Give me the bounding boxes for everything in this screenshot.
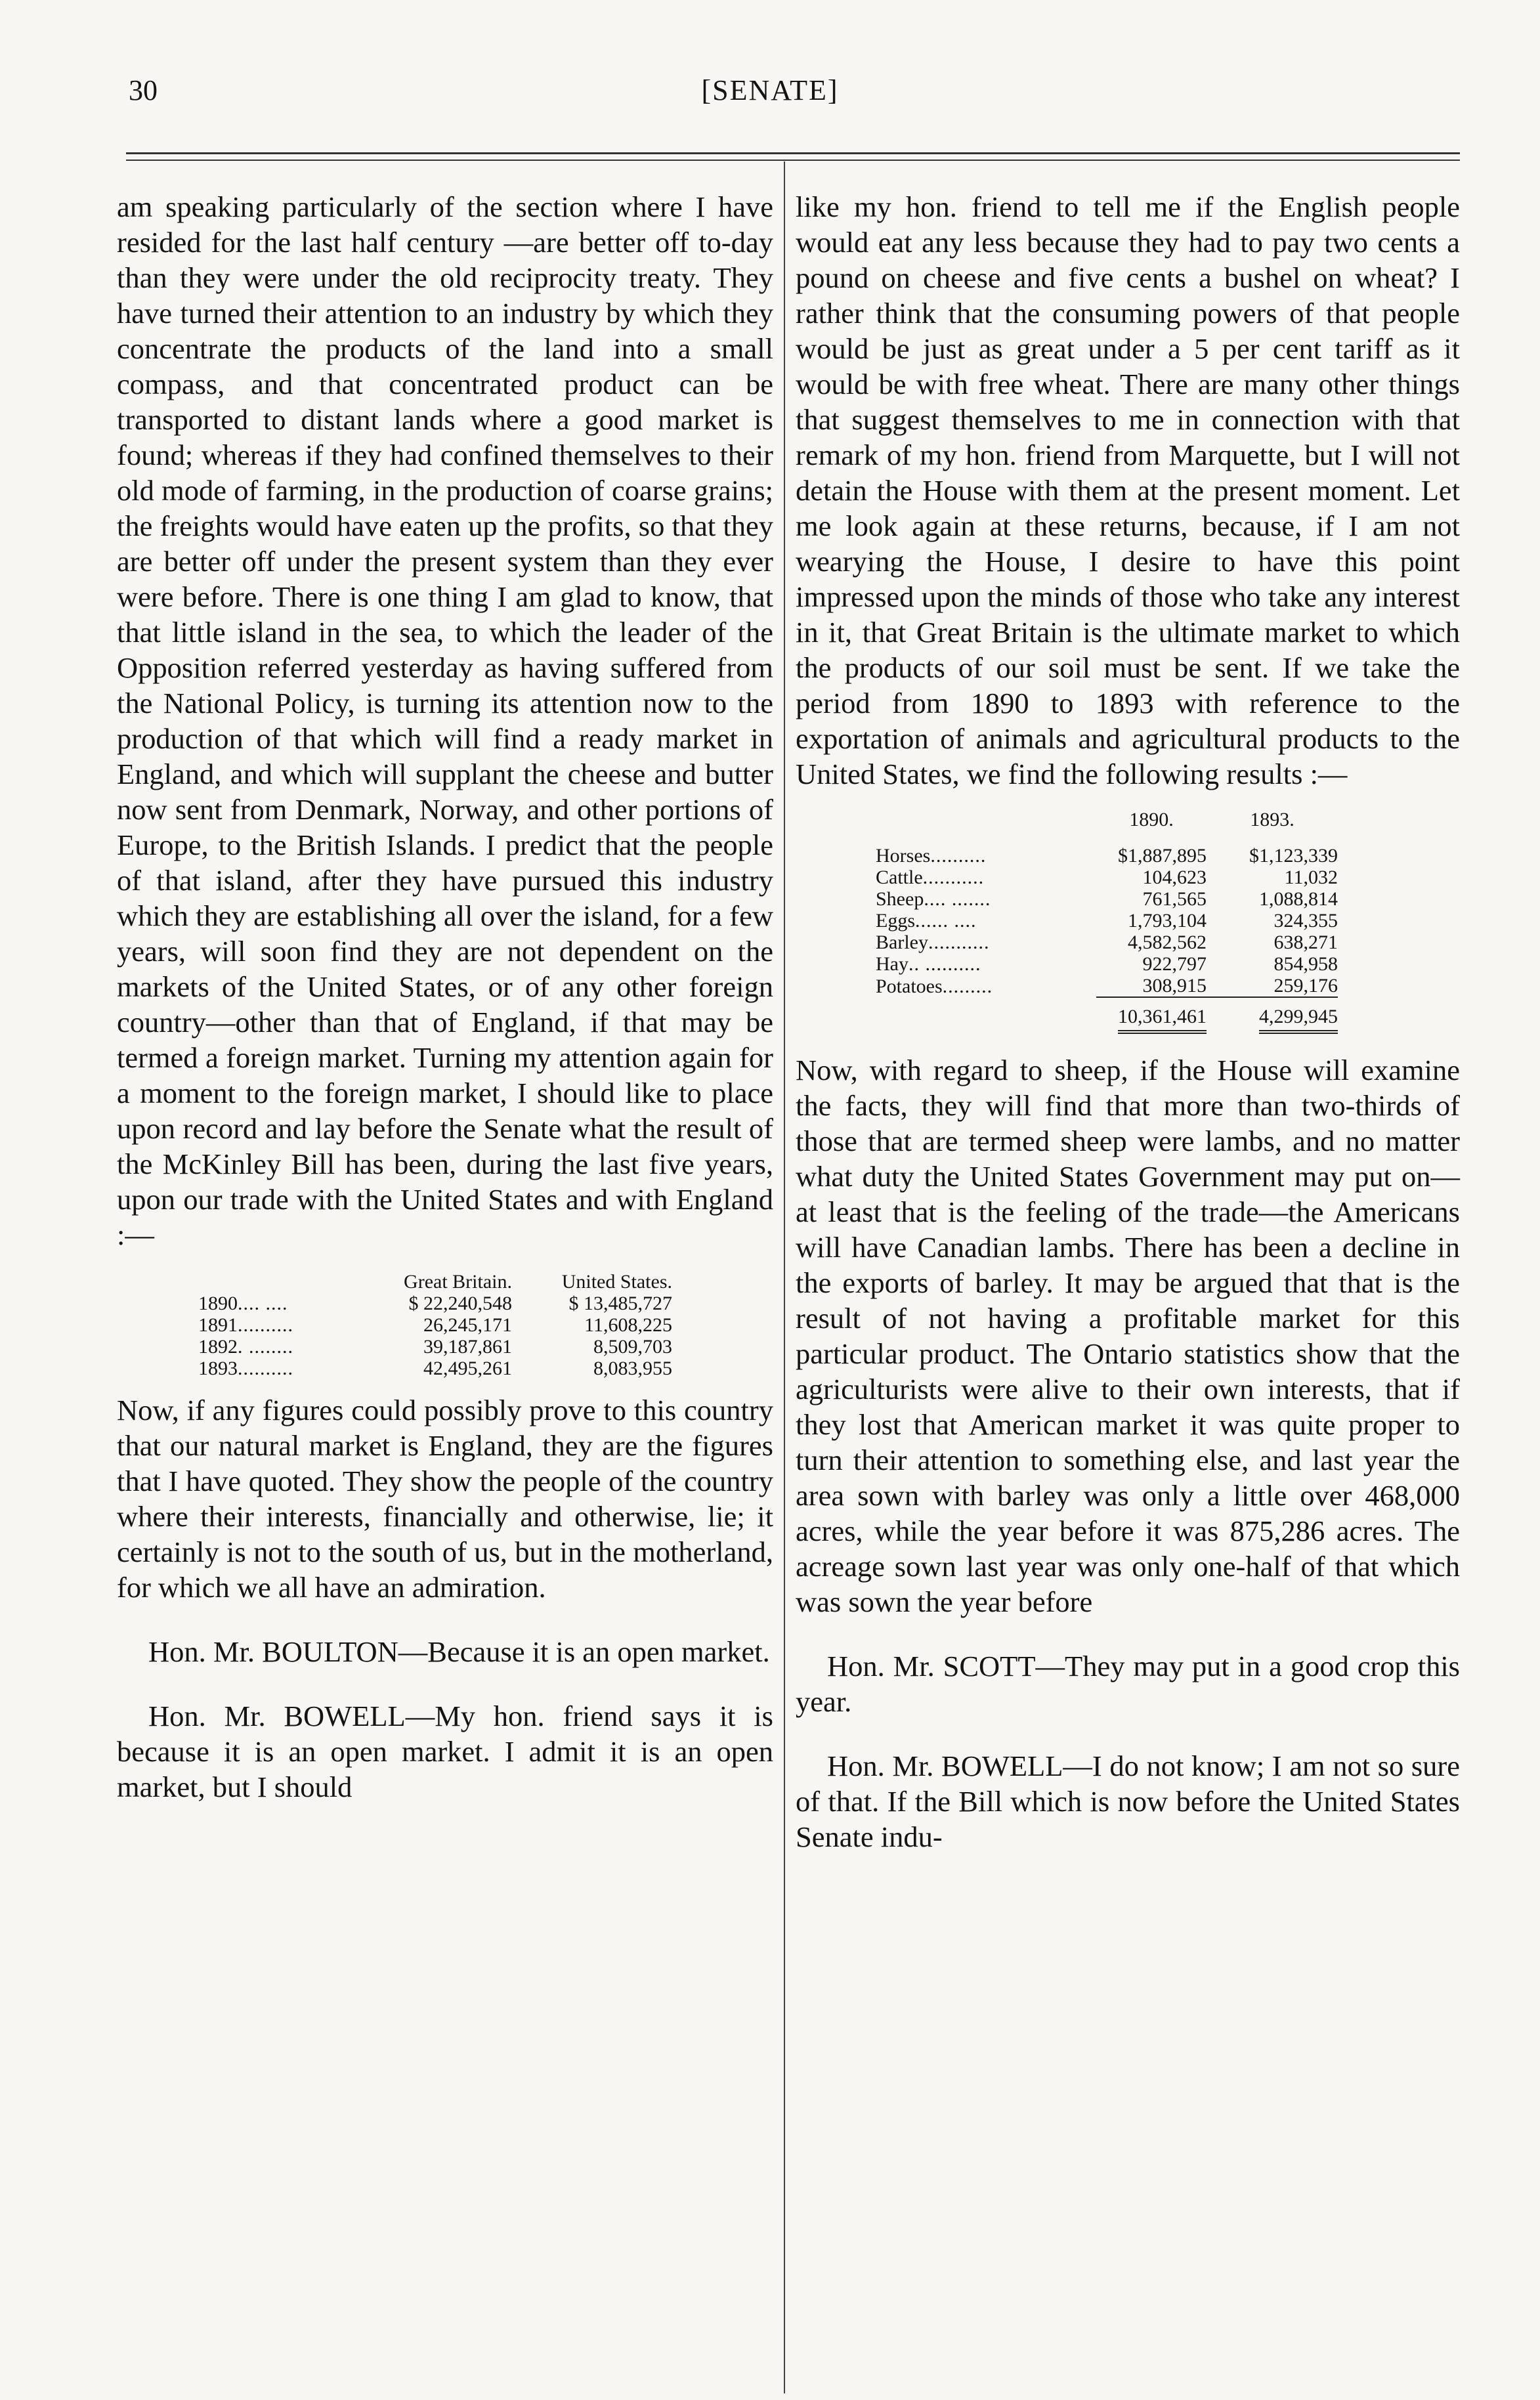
header-rule-bottom xyxy=(126,160,1460,161)
export-total-row xyxy=(876,997,1338,1034)
export-total-1890: 10,361,461 xyxy=(1118,1006,1207,1034)
export-1893-value: $1,123,339 xyxy=(1249,845,1338,867)
export-1890-value: $1,887,895 xyxy=(1118,845,1207,867)
dot-leader: .... ....... xyxy=(924,888,991,910)
trade-year: 1890 xyxy=(198,1293,238,1314)
left-paragraph-4: Hon. Mr. BOWELL—My hon. friend says it is because it is an open market. I admit it is an open market, but I should xyxy=(117,1700,773,1803)
trade-us-value: $ 13,485,727 xyxy=(568,1293,672,1314)
export-row xyxy=(876,845,1338,867)
dot-leader: .. .......... xyxy=(908,953,981,975)
page-header xyxy=(0,74,1540,119)
dot-leader: ........... xyxy=(922,867,985,888)
export-1893-value: 11,032 xyxy=(1284,867,1338,888)
export-item: Potatoes xyxy=(876,975,943,997)
export-table xyxy=(876,809,1338,1034)
trade-year: 1892 xyxy=(198,1336,238,1358)
trade-gb-value: 26,245,171 xyxy=(423,1314,512,1336)
left-paragraph-3: Hon. Mr. BOULTON—Because it is an open market. xyxy=(148,1635,770,1668)
left-paragraph-2: Now, if any figures could possibly prove to this country that our natural market is England, they are the figures that I have quoted. They show the people of the country where their interests, financially and otherwise, lie; it certainly is not to the south of us, but in the motherland, for which we all have an admiration. xyxy=(117,1394,773,1604)
dot-leader: .......... xyxy=(238,1314,293,1336)
trade-gb-value: 42,495,261 xyxy=(423,1358,512,1379)
export-table-header xyxy=(876,809,1338,845)
trade-us-value: 11,608,225 xyxy=(584,1314,672,1336)
export-1893-value: 638,271 xyxy=(1273,932,1338,953)
right-paragraph-1: like my hon. friend to tell me if the English people would eat any less because they had to pay two cents a pound on cheese and five cents a bushel on wheat? I rather think that the consuming powers of that people would be just as great under a 5 per cent tariff as it would be with free wheat. There are many other things that suggest themselves to me in connection with that remark of my hon. friend from Marquette, but I will not detain the House with them at the present moment. Let me look again at these returns, because, if I am not wearying the House, I desire to have this point impressed upon the minds of those who take any interest in it, that Great Britain is the ultimate market to which the products of our soil must be sent. If we take the period from 1890 to 1893 with reference to the exportation of animals and agricultural products to the United States, we find the following results :— xyxy=(796,190,1460,790)
export-row xyxy=(876,932,1338,953)
dot-leader: ...... .... xyxy=(915,910,977,932)
trade-row xyxy=(198,1358,672,1379)
dot-leader: .......... xyxy=(238,1358,293,1379)
export-item: Cattle xyxy=(876,867,923,888)
dot-leader: ......... xyxy=(942,975,993,997)
trade-col-great-britain: Great Britain. xyxy=(404,1271,512,1293)
trade-us-value: 8,509,703 xyxy=(593,1336,672,1358)
trade-row xyxy=(198,1314,672,1336)
export-row xyxy=(876,867,1338,888)
trade-row xyxy=(198,1293,672,1314)
export-1890-value: 761,565 xyxy=(1142,888,1207,910)
right-paragraph-3: Hon. Mr. SCOTT—They may put in a good crop this year. xyxy=(796,1650,1460,1718)
trade-gb-value: $ 22,240,548 xyxy=(408,1293,512,1314)
export-1890-value: 308,915 xyxy=(1142,975,1207,996)
dot-leader: ........... xyxy=(928,932,990,953)
export-item: Barley xyxy=(876,932,928,953)
trade-year: 1893 xyxy=(198,1358,238,1379)
export-1893-value: 324,355 xyxy=(1273,910,1338,932)
export-item: Hay xyxy=(876,953,909,975)
export-1890-value: 922,797 xyxy=(1142,953,1207,975)
column-divider xyxy=(784,161,785,2393)
trade-row xyxy=(198,1336,672,1358)
trade-col-united-states: United States. xyxy=(561,1271,672,1293)
export-row xyxy=(876,910,1338,932)
trade-table-header xyxy=(198,1271,672,1293)
export-1893-value: 854,958 xyxy=(1273,953,1338,975)
page-number: 30 xyxy=(129,74,158,106)
export-1893-value: 1,088,814 xyxy=(1259,888,1338,910)
export-1890-value: 4,582,562 xyxy=(1128,932,1207,953)
left-column xyxy=(117,189,773,1805)
left-paragraph-1: am speaking particularly of the section where I have resided for the last half century —are better off to-day than they were under the old reciprocity treaty. They have turned their attention to an industry by which they concentrate the products of the land into a small compass, and that concentrated product can be transported to distant lands where a good market is found; whereas if they had confined themselves to their old mode of farming, in the production of coarse grains; the freights would have eaten up the profits, so that they are better off under the present system than they ever were before. There is one thing I am glad to know, that that little island in the sea, to which the leader of the Opposition referred yesterday as having suffered from the National Policy, is turning its attention now to the production of that which will find a ready market in England, and which will supplant the cheese and butter now sent from Denmark, Norway, and other portions of Europe, to the British Islands. I predict that the people of that island, after they have pursued this industry which they are establishing all over the island, for a few years, will soon find they are not dependent on the markets of the United States, or of any other foreign country—other than that of England, if that may be termed a foreign market. Turning my attention again for a moment to the foreign market, I should like to place upon record and lay before the Senate what the result of the McKinley Bill has been, during the last five years, upon our trade with the United States and with England :— xyxy=(117,190,773,1251)
trade-gb-value: 39,187,861 xyxy=(423,1336,512,1358)
running-head: [SENATE] xyxy=(701,74,839,106)
dot-leader: .......... xyxy=(930,845,987,867)
export-item: Horses xyxy=(876,845,931,867)
export-item: Eggs xyxy=(876,910,915,932)
export-1893-value: 259,176 xyxy=(1273,975,1338,996)
export-1890-value: 1,793,104 xyxy=(1128,910,1207,932)
export-row xyxy=(876,975,1338,997)
export-total-1893: 4,299,945 xyxy=(1259,1006,1338,1034)
export-row xyxy=(876,953,1338,975)
export-1890-value: 104,623 xyxy=(1142,867,1207,888)
header-rule-top xyxy=(126,152,1460,154)
dot-leader: . ........ xyxy=(238,1336,293,1358)
trade-us-value: 8,083,955 xyxy=(593,1358,672,1379)
export-col-1890: 1890. xyxy=(1129,809,1174,830)
right-column xyxy=(796,189,1460,1854)
right-paragraph-2: Now, with regard to sheep, if the House will examine the facts, they will find that more than two-thirds of those that are termed sheep were lambs, and no matter what duty the United States Government may put on—at least that is the feeling of the trade—the Americans will have Canadian lambs. There has been a decline in the exports of barley. It may be argued that that is the result of not having a profitable market for this particular product. The Ontario statistics show that the agriculturists were alive to their own interests, that if they lost that American market it was quite proper to turn their attention to something else, and last year the area sown with barley was only a little over 468,000 acres, while the year before it was 875,286 acres. The acreage sown last year was only one-half of that which was sown the year before xyxy=(796,1054,1460,1618)
dot-leader: .... .... xyxy=(238,1293,288,1314)
export-row xyxy=(876,888,1338,910)
trade-year: 1891 xyxy=(198,1314,238,1336)
trade-table xyxy=(198,1271,672,1379)
right-paragraph-4: Hon. Mr. BOWELL—I do not know; I am not so sure of that. If the Bill which is now before the United States Senate indu- xyxy=(796,1749,1460,1853)
export-item: Sheep xyxy=(876,888,924,910)
export-col-1893: 1893. xyxy=(1250,809,1294,830)
